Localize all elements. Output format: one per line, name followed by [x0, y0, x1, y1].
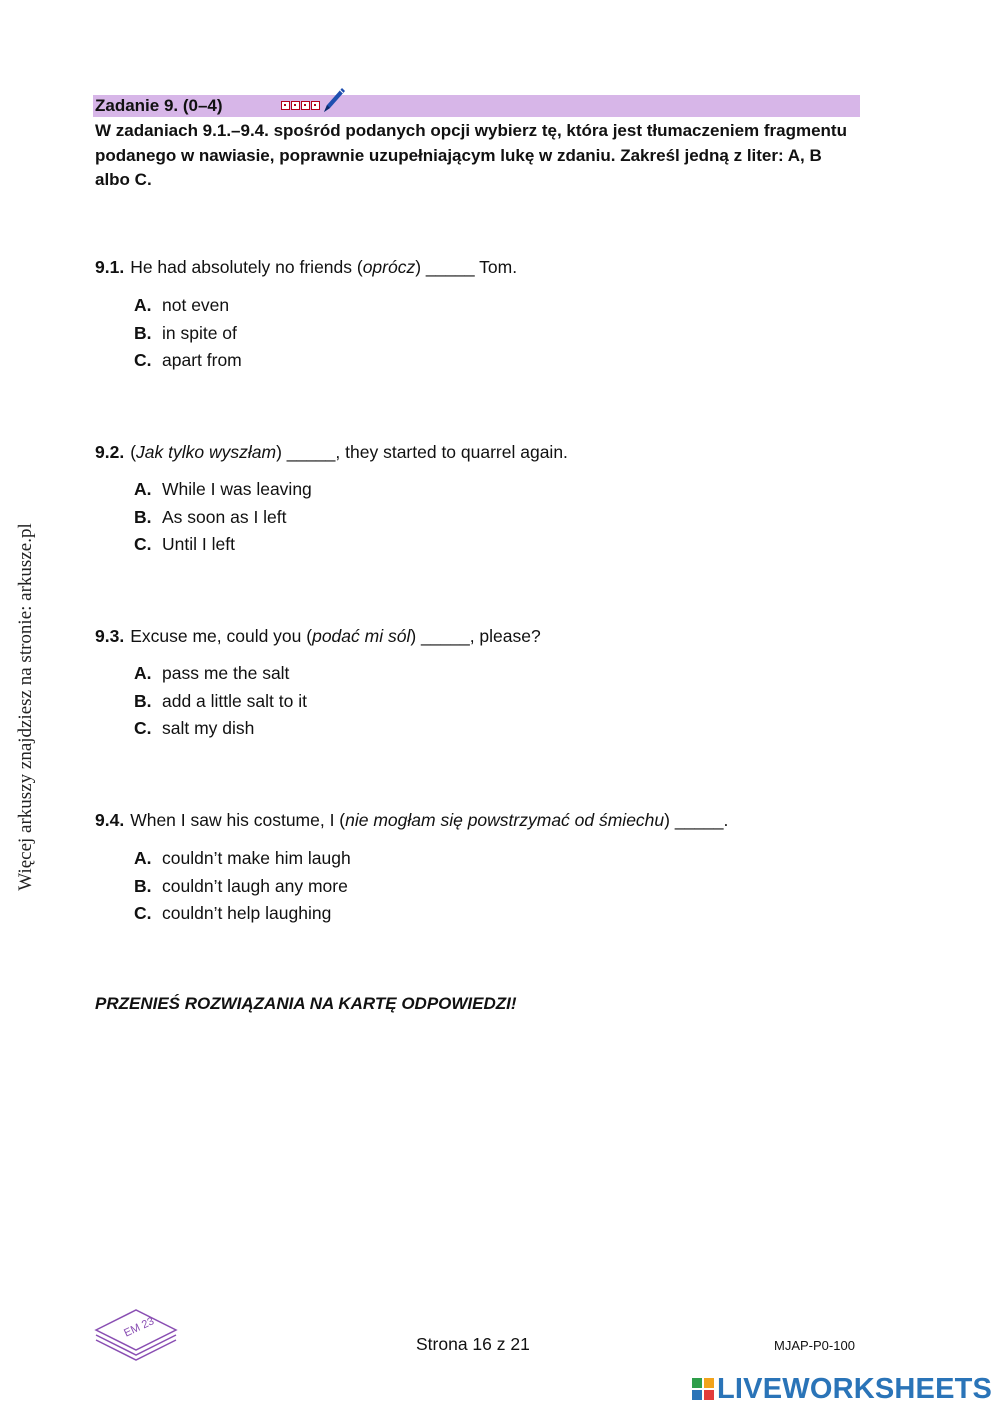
option-text: not even [162, 295, 230, 315]
liveworksheets-logo-icon [692, 1378, 714, 1400]
question-text-italic: nie mogłam się powstrzymać od śmiechu [345, 810, 665, 830]
question-number: 9.1. [95, 257, 125, 277]
question-text-before: When I saw his costume, I ( [130, 810, 346, 830]
option-text: While I was leaving [162, 479, 312, 499]
option-a[interactable] [134, 660, 307, 688]
option-letter: B. [134, 875, 152, 896]
task-title: Zadanie 9. (0–4) [95, 96, 223, 115]
question-number: 9.2. [95, 442, 125, 462]
question-text-after: ) _____, they started to quarrel again. [276, 442, 568, 462]
option-c[interactable] [134, 347, 242, 375]
option-text: As soon as I left [162, 506, 287, 527]
option-letter: B. [134, 506, 152, 527]
option-b[interactable] [134, 688, 307, 716]
option-letter: C. [134, 350, 152, 371]
option-letter: A. [134, 663, 152, 683]
question-text-italic: podać mi sól [312, 626, 411, 646]
task-instruction: W zadaniach 9.1.–9.4. spośród podanych opcji wybierz tę, która jest tłumaczeniem fragmentu podanego w nawiasie, poprawnie uzupełniającym lukę w zdaniu. Zakreśl jedną z liter: A, B albo C. [95, 121, 847, 189]
option-text: couldn’t help laughing [162, 903, 332, 924]
score-box [311, 101, 320, 110]
option-text: couldn’t make him laugh [162, 848, 351, 868]
options-list [134, 845, 351, 928]
option-a[interactable] [134, 292, 242, 320]
logo-text: EM 23 [122, 1315, 157, 1340]
option-a[interactable] [134, 476, 312, 504]
option-text: Until I left [162, 534, 235, 555]
option-b[interactable] [134, 873, 351, 901]
question-text-after: ) _____, please? [410, 626, 541, 646]
question-stem [95, 626, 541, 647]
question-text-after: ) _____. [664, 810, 729, 830]
option-a[interactable] [134, 845, 351, 873]
cke-logo-icon [94, 1302, 178, 1364]
option-text: in spite of [162, 322, 237, 343]
option-letter: C. [134, 903, 152, 924]
option-c[interactable] [134, 715, 307, 743]
option-letter: C. [134, 534, 152, 555]
option-b[interactable] [134, 320, 242, 348]
task-header [93, 95, 860, 117]
question-text-before: He had absolutely no friends ( [130, 257, 363, 277]
liveworksheets-brand [692, 1374, 992, 1404]
question-number: 9.3. [95, 626, 125, 646]
page-number: Strona 16 z 21 [416, 1334, 530, 1354]
option-letter: A. [134, 848, 152, 868]
score-box [281, 101, 290, 110]
side-watermark-text: Więcej arkuszy znajdziesz na stronie: arkusze.pl [15, 523, 36, 891]
question-stem [95, 810, 728, 831]
option-letter: C. [134, 718, 152, 739]
score-box [291, 101, 300, 110]
options-list [134, 660, 307, 743]
option-c[interactable] [134, 900, 351, 928]
question-text-after: ) _____ Tom. [415, 257, 518, 277]
option-text: apart from [162, 350, 242, 371]
option-text: pass me the salt [162, 663, 290, 683]
option-c[interactable] [134, 531, 312, 559]
score-box [301, 101, 310, 110]
question-number: 9.4. [95, 810, 125, 830]
option-letter: B. [134, 690, 152, 711]
option-letter: B. [134, 322, 152, 343]
options-list [134, 292, 242, 375]
option-b[interactable] [134, 504, 312, 532]
options-list [134, 476, 312, 559]
option-text: salt my dish [162, 718, 255, 739]
question-text-before: Excuse me, could you ( [130, 626, 313, 646]
question-stem [95, 442, 568, 463]
question-text-italic: Jak tylko wyszłam [136, 442, 277, 462]
option-letter: A. [134, 479, 152, 499]
transfer-answers-note: PRZENIEŚ ROZWIĄZANIA NA KARTĘ ODPOWIEDZI! [95, 994, 517, 1013]
option-letter: A. [134, 295, 152, 315]
question-text-italic: oprócz [362, 257, 416, 277]
option-text: couldn’t laugh any more [162, 875, 348, 896]
option-text: add a little salt to it [162, 690, 307, 711]
question-text-before: ( [130, 442, 137, 462]
question-stem [95, 257, 517, 278]
document-code: MJAP-P0-100 [774, 1338, 855, 1353]
pen-icon [321, 85, 347, 115]
liveworksheets-wordmark: LIVEWORKSHEETS [717, 1373, 993, 1405]
score-boxes [281, 101, 320, 110]
